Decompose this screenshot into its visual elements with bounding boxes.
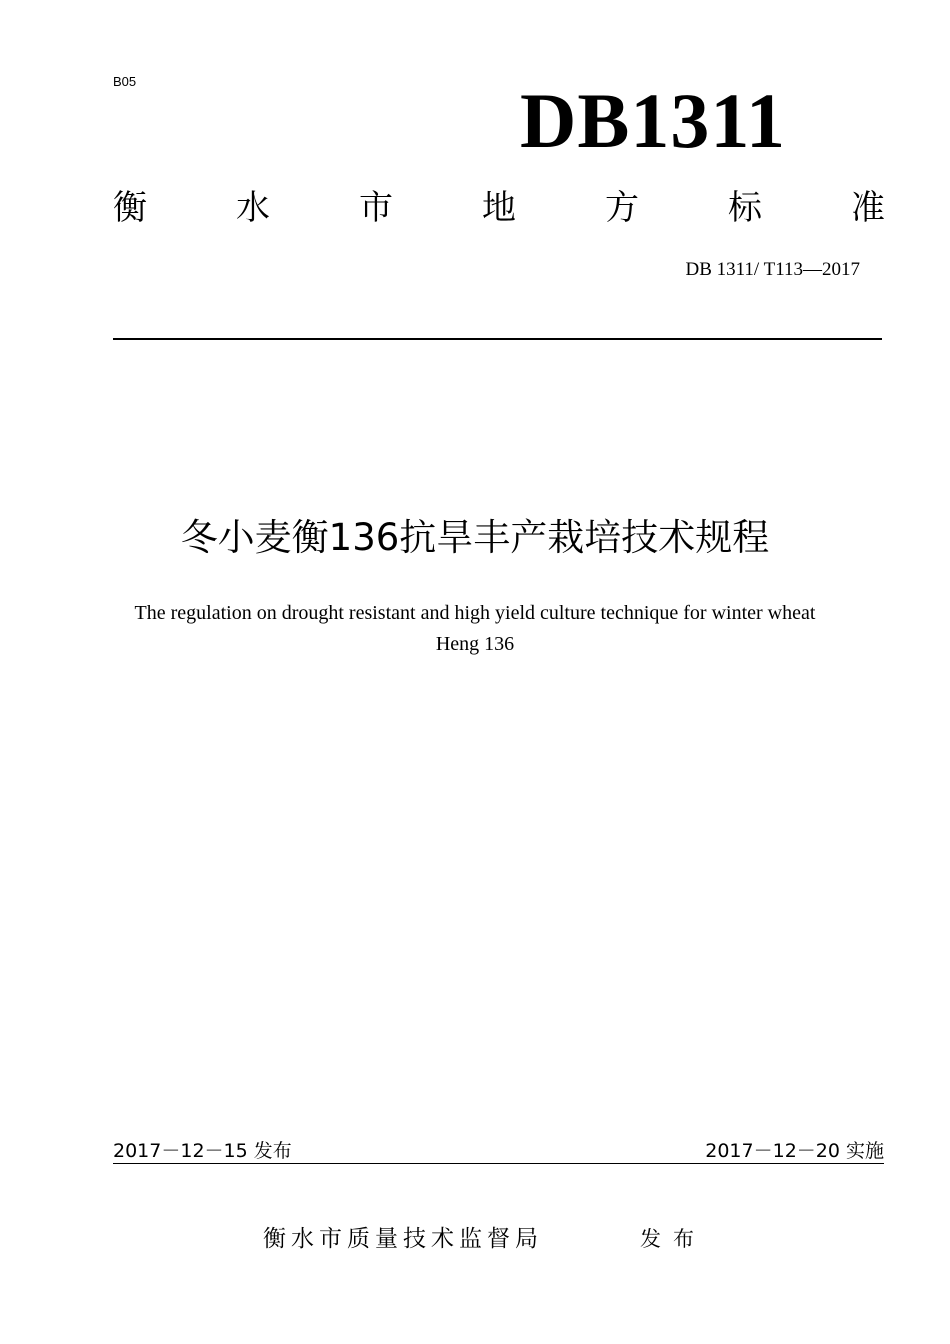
standard-type-heading bbox=[113, 186, 885, 230]
implementation-date: 2017－12－20 实施 bbox=[705, 1140, 884, 1162]
footer-divider bbox=[113, 1163, 884, 1164]
document-title-chinese: 冬小麦衡136抗旱丰产栽培技术规程 bbox=[180, 516, 770, 559]
standard-type-char: 地 bbox=[482, 188, 516, 228]
header-divider bbox=[113, 338, 882, 340]
document-title-english bbox=[60, 598, 890, 660]
standard-type-char: 准 bbox=[851, 188, 885, 228]
standard-type-char: 水 bbox=[236, 188, 270, 228]
standard-type-char: 衡 bbox=[113, 188, 147, 228]
standard-logo-code: DB1311 bbox=[520, 77, 787, 164]
issue-date: 2017－12－15 发布 bbox=[113, 1140, 292, 1162]
english-title-line-1: The regulation on drought resistant and high yield culture technique for winter wheat bbox=[134, 602, 816, 624]
issuing-authority: 衡水市质量技术监督局 bbox=[263, 1226, 543, 1252]
standard-type-char: 方 bbox=[605, 188, 639, 228]
standard-type-char: 市 bbox=[359, 188, 393, 228]
issued-label: 发布 bbox=[640, 1227, 706, 1251]
english-title-line-2: Heng 136 bbox=[435, 633, 515, 655]
standard-type-char: 标 bbox=[728, 188, 762, 228]
classification-code: B05 bbox=[113, 74, 137, 89]
standard-number: DB 1311/ T113—2017 bbox=[685, 259, 860, 280]
